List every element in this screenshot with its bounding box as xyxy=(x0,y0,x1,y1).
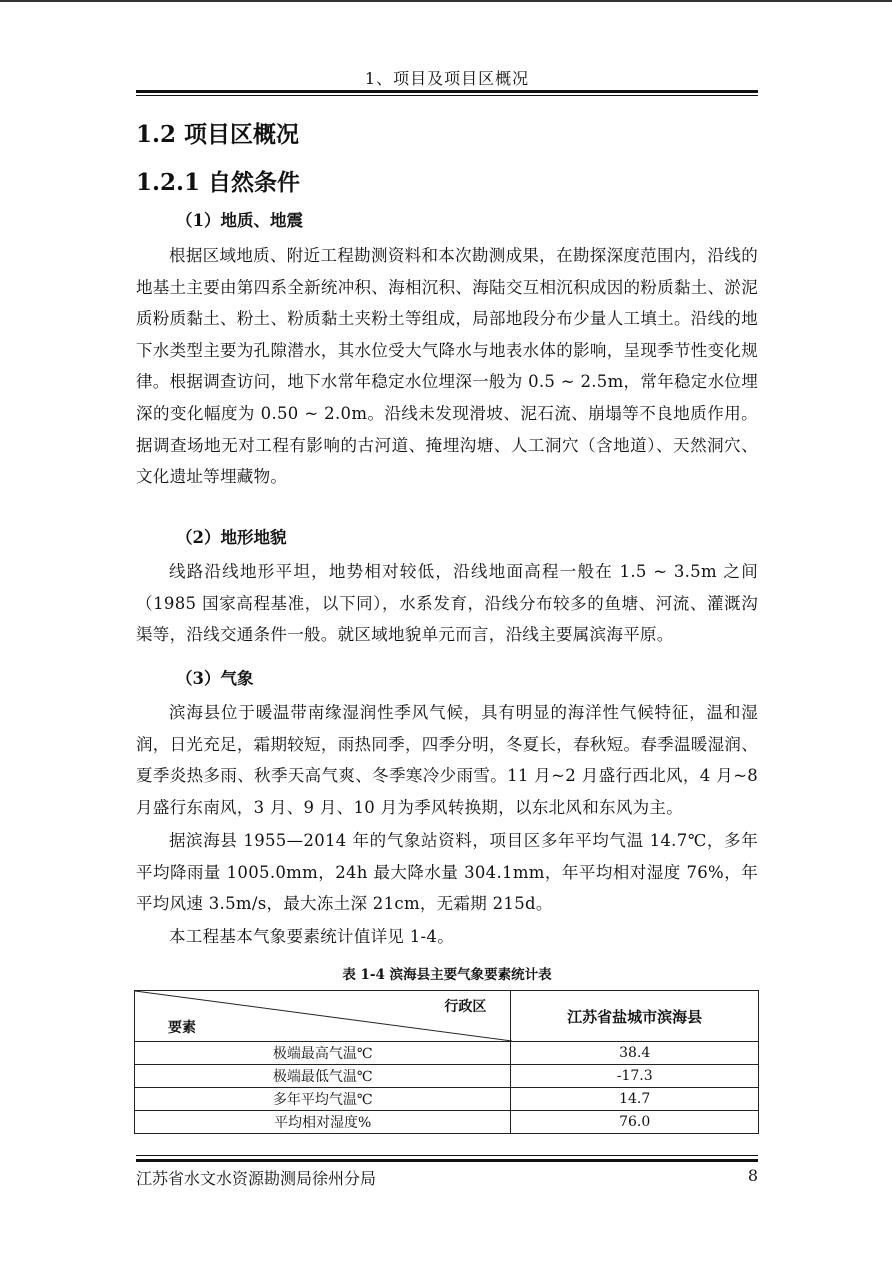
table-row xyxy=(135,1088,759,1111)
element-label: 多年平均气温℃ xyxy=(135,1088,511,1111)
row-header: 要素 xyxy=(168,1020,196,1036)
top-border xyxy=(0,0,892,2)
table-row xyxy=(135,1065,759,1088)
weather-table xyxy=(134,990,759,1134)
table-row xyxy=(135,1111,759,1134)
element-value: 14.7 xyxy=(511,1088,759,1111)
terrain-paragraph: 线路沿线地形平坦，地势相对较低，沿线地面高程一般在 1.5 ~ 3.5m 之间（1985 国家高程基准，以下同），水系发育，沿线分布较多的鱼塘、河流、灌溉沟渠等，沿线交通条件一般。就区域地貌单元而言，沿线主要属滨海平原。 xyxy=(136,562,758,645)
page-number: 8 xyxy=(747,1166,758,1185)
element-value: -17.3 xyxy=(511,1065,759,1088)
table-header-row xyxy=(135,991,759,1042)
geology-heading: （1）地质、地震 xyxy=(176,211,303,230)
geology-paragraph: 根据区域地质、附近工程勘测资料和本次勘测成果，在勘探深度范围内，沿线的地基土主要由第四系全新统冲积、海相沉积、海陆交互相沉积成因的粉质黏土、淤泥质粉质黏土、粉土、粉质黏土夹粉土等组成，局部地段分布少量人工填土。沿线的地下水类型主要为孔隙潜水，其水位受大气降水与地表水体的影响，呈现季节性变化规律。根据调查访问，地下水常年稳定水位埋深一般为 0.5 ~ 2.5m，常年稳定水位埋深的变化幅度为 0.50 ~ 2.0m。沿线未发现滑坡、泥石流、崩塌等不良地质作用。据调查场地无对工程有影响的古河道、掩埋沟塘、人工洞穴（含地道）、天然洞穴、文化遗址等埋藏物。 xyxy=(136,246,758,487)
element-label: 极端最低气温℃ xyxy=(135,1065,511,1088)
element-label: 极端最高气温℃ xyxy=(135,1042,511,1065)
element-label: 平均相对湿度% xyxy=(135,1111,511,1134)
subsection-title: 1.2.1 自然条件 xyxy=(136,169,301,196)
climate-heading: （3）气象 xyxy=(176,669,254,688)
column-header: 行政区 xyxy=(444,999,487,1015)
footer-rule-thin xyxy=(136,1155,758,1156)
climate-paragraph-1: 滨海县位于暖温带南缘湿润性季风气候，具有明显的海洋性气候特征，温和湿润，日光充足，霜期较短，雨热同季，四季分明，冬夏长，春秋短。春季温暖湿润、夏季炎热多雨、秋季天高气爽、冬季寒冷少雨雪。11 月~2 月盛行西北风，4 月~8 月盛行东南风，3 月、9 月、10 月为季风转换期，以东北风和东风为主。 xyxy=(136,703,758,817)
running-header: 1、项目及项目区概况 xyxy=(364,69,530,88)
header-rule xyxy=(136,90,758,93)
climate-paragraph-3: 本工程基本气象要素统计值详见 1-4。 xyxy=(169,927,455,946)
element-value: 38.4 xyxy=(511,1042,759,1065)
table-caption: 表 1-4 滨海县主要气象要素统计表 xyxy=(342,967,552,983)
footer-organization: 江苏省水文水资源勘测局徐州分局 xyxy=(136,1169,377,1188)
header-rule-thin xyxy=(136,95,758,96)
terrain-heading: （2）地形地貌 xyxy=(176,528,287,547)
climate-paragraph-2: 据滨海县 1955—2014 年的气象站资料，项目区多年平均气温 14.7℃，多年平均降雨量 1005.0mm，24h 最大降水量 304.1mm，年平均相对湿度 76%，年平均风速 3.5m/s，最大冻土深 21cm，无霜期 215d。 xyxy=(136,831,758,914)
footer-rule xyxy=(136,1159,758,1162)
table-row xyxy=(135,1042,759,1065)
diagonal-header-cell xyxy=(135,991,511,1042)
element-value: 76.0 xyxy=(511,1111,759,1134)
region-header: 江苏省盐城市滨海县 xyxy=(511,991,759,1042)
section-title: 1.2 项目区概况 xyxy=(136,121,300,148)
